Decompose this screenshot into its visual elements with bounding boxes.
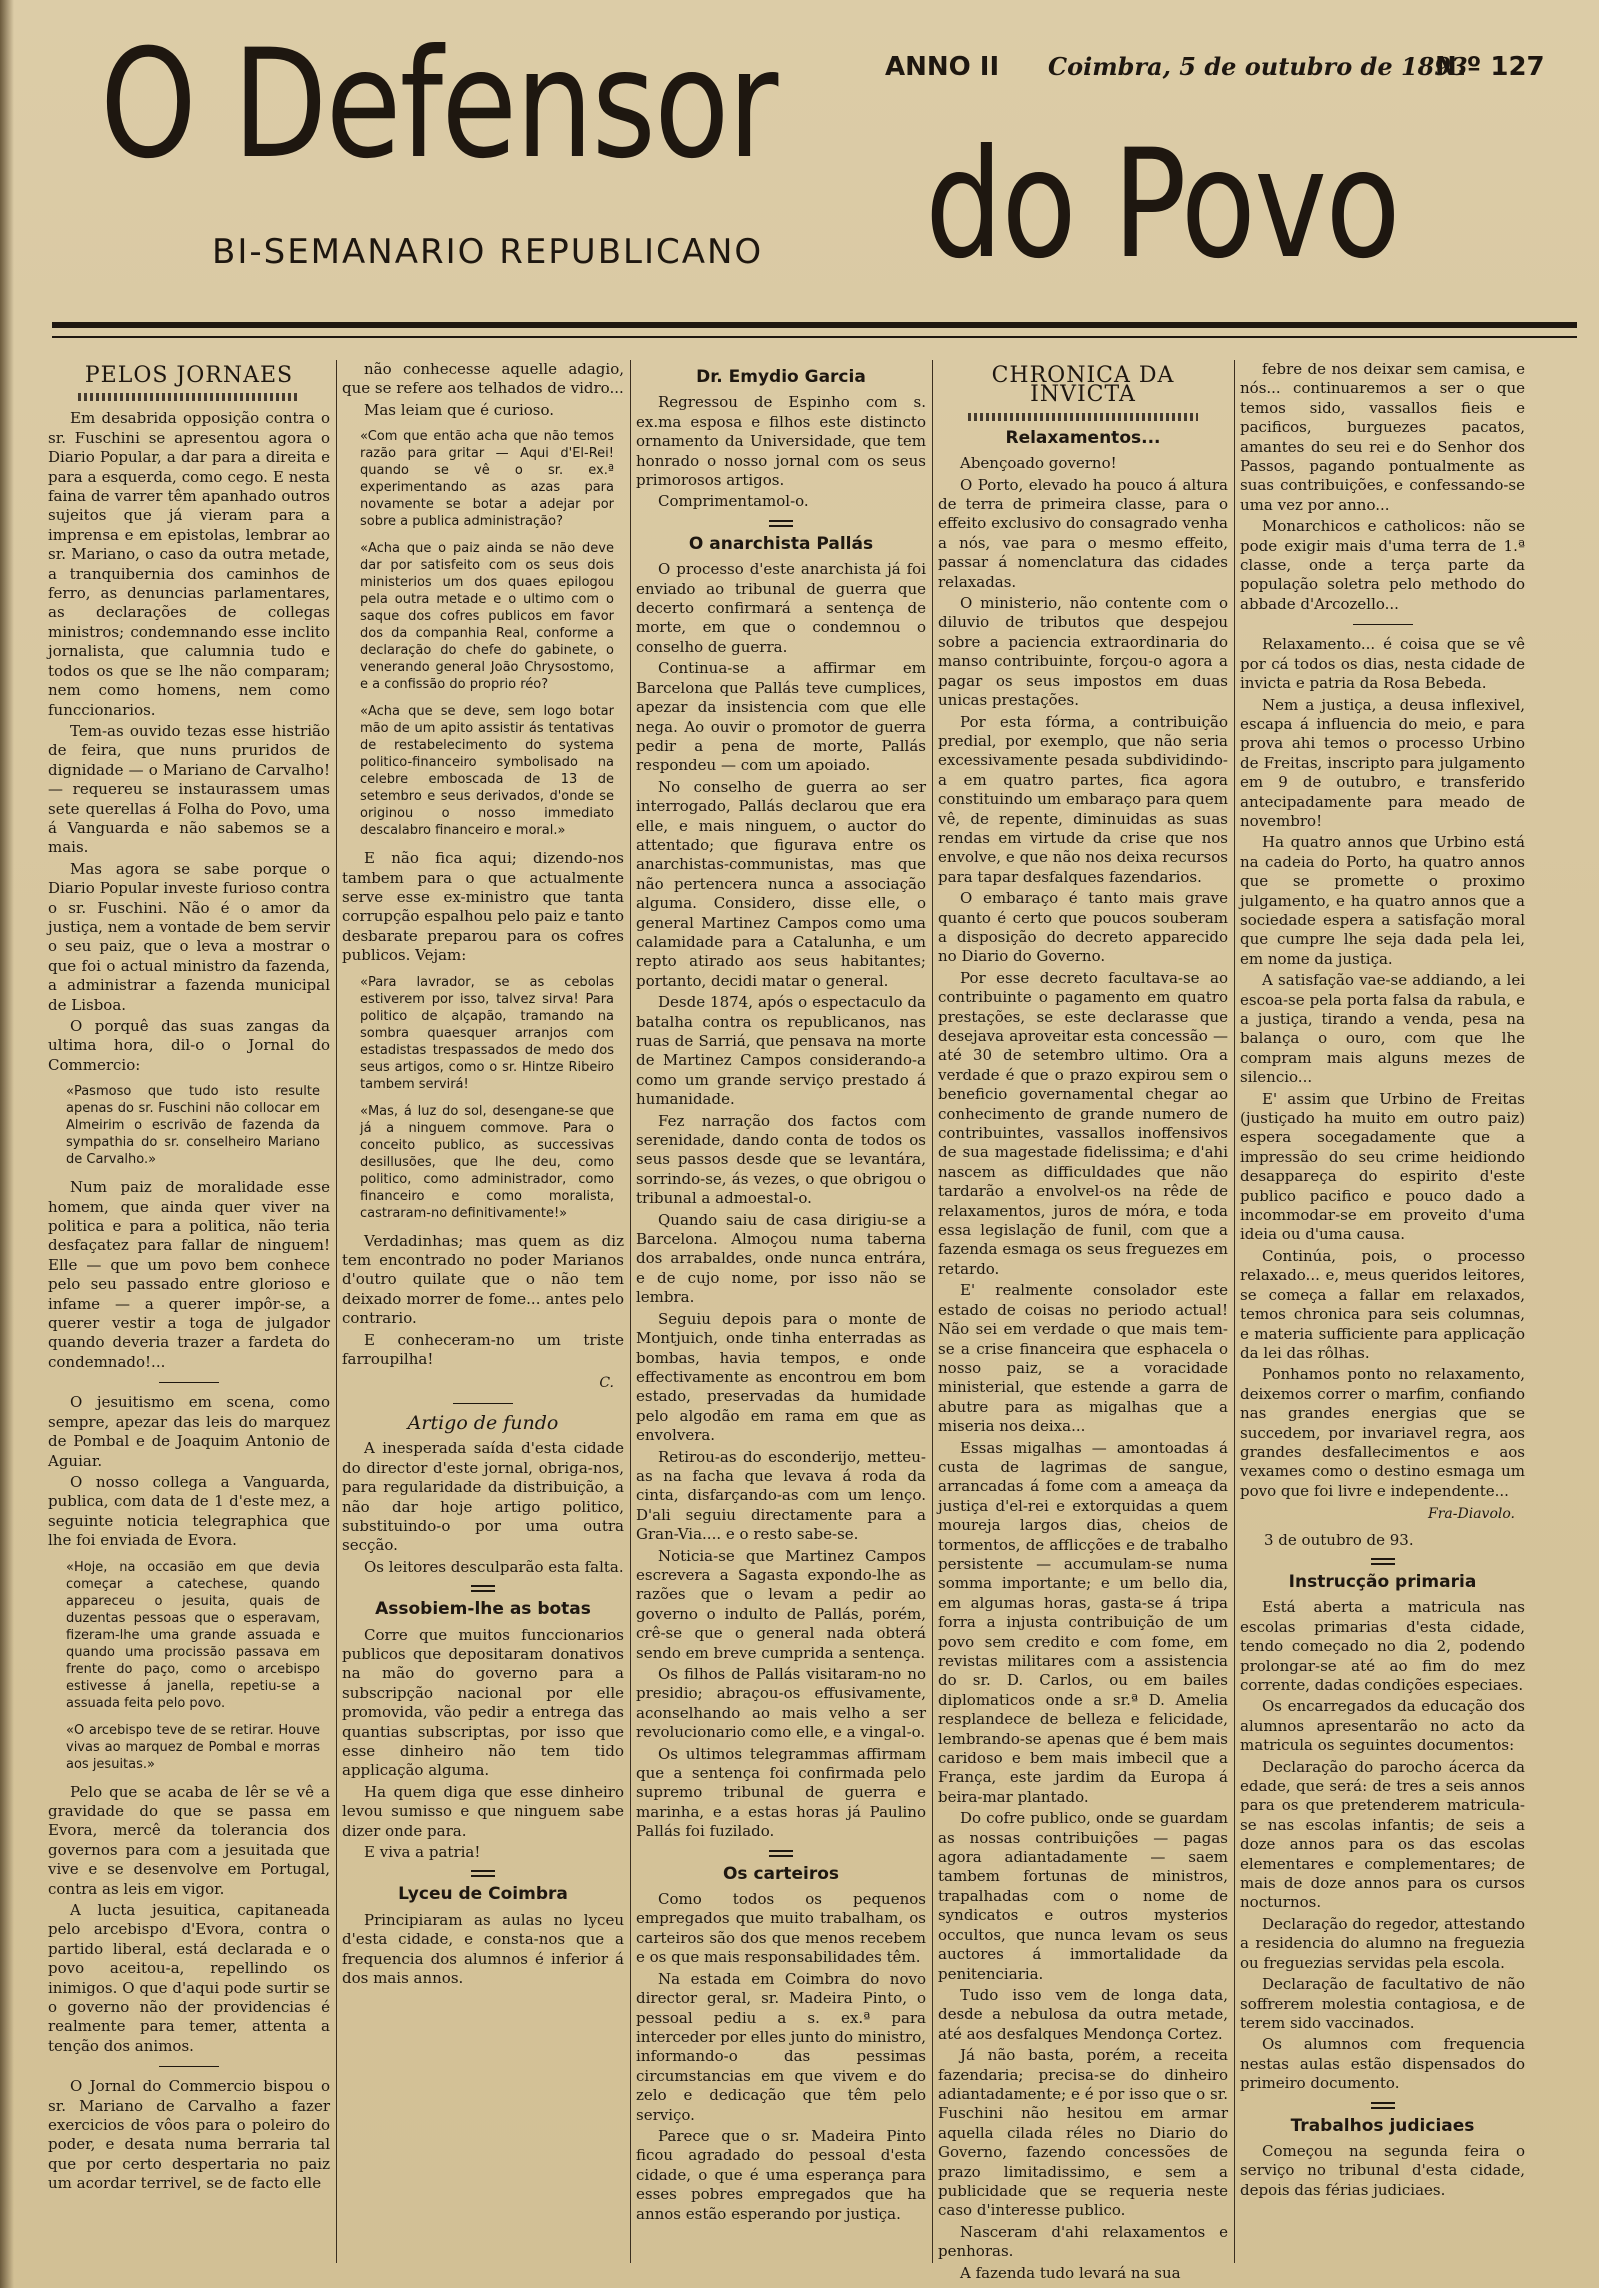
paragraph: O Porto, elevado ha pouco á altura de terra de primeira classe, para o effeito exclusivo do consagrado venha a nós, vae para o mesmo effeito, passar á nomenclatura das cidades relaxadas.: [938, 475, 1228, 591]
section-heading-emydio-garcia: Dr. Emydio Garcia: [696, 367, 866, 387]
double-rule: [1371, 2102, 1395, 2109]
paragraph: Declaração do regedor, attestando a residencia do alumno na freguezia ou freguezias servidas pela escola.: [1240, 1914, 1525, 1972]
paragraph: Declaração de facultativo de não soffrerem molestia contagiosa, e de terem sido vaccinados.: [1240, 1975, 1525, 2032]
quotation: «Acha que o paiz ainda se não deve dar por satisfeito com os seus dois ministerios um dos quaes epilogou pela outra metade e o ultimo com o saque dos cofres publicos em favor dos da companhia Real, conforme a declaração do chefe do gabinete, o venerando general João Chrysostomo, e a confissão do proprio réo?: [360, 541, 614, 693]
paragraph: Regressou de Espinho com s. ex.ma esposa e filhos este distincto ornamento da Universidade, que tem honrado o nosso jornal com os seus primorosos artigos.: [636, 393, 926, 490]
paragraph: Em desabrida opposição contra o sr. Fuschini se apresentou agora o Diario Popular, a dar para a direita e para a esquerda, como cego. E nesta faina de varrer têm apanhado outros sujeitos que já vieram para a imprensa e em epistolas, lembrar ao sr. Mariano, o caso da outra metade, a tranquibernia dos caminhos de ferro, as denuncias parlamentares, as declarações de collegas ministros; condemnando esse inclito jornalista, que calumnia tudo e todos os que se lhe não comparam; nem como homens, nem como funccionarios.: [48, 409, 330, 719]
signature: Fra-Diavolo.: [1428, 1506, 1515, 1523]
paragraph: No conselho de guerra ao ser interrogado, Pallás declarou que era elle, e mais ninguem, o auctor do attentado; que figurava entre os anarchistas-communistas, mas que não pertencera nunca a associação alguma. Considero, disse elle, o general Martinez Campos como uma calamidade para a Catalunha, e um repto atirado aos seus habitantes; portanto, decidi matar o general.: [636, 777, 926, 990]
paragraph: Os leitores desculparão esta falta.: [364, 1557, 624, 1576]
double-rule: [769, 520, 793, 527]
section-heading-carteiros: Os carteiros: [722, 1863, 840, 1884]
quotation: «Hoje, na occasião em que devia começar a catechese, quando appareceu o jesuita, quais de duzentas pessoas que o esperavam, fizeram-lhe uma grande assuada e quando uma procissão passava em frente do paço, como o arcebispo estivesse á janella, repetiu-se a assuada feita pelo povo.: [66, 1559, 320, 1711]
paragraph: Como todos os pequenos empregados que muito trabalham, os carteiros são dos que menos recebem e os que mais responsabilidades têm.: [636, 1890, 926, 1967]
paragraph: Nem a justiça, a deusa inflexivel, escapa á influencia do meio, e para prova ahi temos o processo Urbino de Freitas, inscripto para julgamento em 9 de outubro, e transferido antecipadamente para meado de novembro!: [1240, 695, 1525, 830]
paragraph: E' realmente consolador este estado de coisas no periodo actual! Não sei em verdade o que mais tem-se a crise financeira que esphacela o nosso paiz, se a voracidade ministerial, que estende a garra de abutre para as migalhas que a miseria nos deixa...: [938, 1281, 1228, 1436]
column-divider: [932, 360, 933, 2263]
paragraph: Desde 1874, após o espectaculo da batalha contra os republicanos, nas ruas de Sarriá, que pensava na morte de Martinez Campos considerando-a como um grande serviço prestado á humanidade.: [636, 993, 926, 1109]
paragraph: Por esta fórma, a contribuição predial, por exemplo, que não seria excessivamente pesada subdividindo-a em quatro partes, fica agora constituindo um embaraço para quem vê, de repente, diminuidas as suas rendas em virtude da crise que nos envolve, e que não nos deixa recursos para tapar desfalques fazendarios.: [938, 712, 1228, 886]
quotation: «Para lavrador, se as cebolas estiverem por isso, talvez sirva! Para politico de alçapão, tramando na sombra quaesquer arranjos com estadistas trespassados de medo dos seus artigos, como o sr. Hintze Ribeiro tambem servirá!: [360, 974, 614, 1092]
masthead-rule-thin: [52, 336, 1577, 338]
paragraph: Declaração do parocho ácerca da edade, que será: de tres a seis annos para os que pretenderem matricula-se nas escolas infantis; de seis a doze annos para os das escolas elementares e complementares; de mais de doze annos para os cursos nocturnos.: [1240, 1757, 1525, 1912]
page-edge-shadow: [0, 0, 14, 2288]
masthead-subtitle: BI-SEMANARIO REPUBLICANO: [212, 232, 764, 272]
paragraph: O porquê das suas zangas da ultima hora, dil-o o Jornal do Commercio:: [48, 1017, 330, 1074]
section-heading-anarchista: O anarchista Pallás: [688, 533, 874, 554]
quotation: «Com que então acha que não temos razão para gritar — Aqui d'El-Rei! quando se vê o sr. ex.ª experimentando as azas para novamente se botar a adejar por sobre a publica administração?: [360, 429, 614, 530]
section-heading-artigo-de-fundo: Artigo de fundo: [407, 1411, 559, 1434]
paragraph: Nasceram d'ahi relaxamentos e penhoras.: [938, 2222, 1228, 2261]
paragraph: Está aberta a matricula nas escolas primarias d'esta cidade, tendo começado no dia 2, podendo prolongar-se até ao fim do mez corrente, dadas condições especiaes.: [1240, 1598, 1525, 1694]
column-divider: [1234, 360, 1235, 2263]
paragraph: Pelo que se acaba de lêr se vê a gravidade do que se passa em Evora, mercê da tolerancia dos governos para com a jesuitada que vive e se desenvolve em Portugal, contra as leis em vigor.: [48, 1782, 330, 1898]
wavy-rule: [968, 413, 1198, 421]
paragraph: O embaraço é tanto mais grave quanto é certo que poucos souberam a disposição do decreto apparecido no Diario do Governo.: [938, 889, 1228, 966]
paragraph: E viva a patria!: [364, 1843, 481, 1862]
quotation: «Pasmoso que tudo isto resulte apenas do sr. Fuschini não collocar em Almeirim o escrivão de fazenda da sympathia do sr. conselheiro Mariano de Carvalho.»: [66, 1084, 320, 1168]
separator-rule: [453, 1403, 513, 1404]
column-4: [938, 360, 1228, 2282]
separator-rule: [159, 2066, 219, 2067]
masthead-year: ANNO II: [885, 52, 1000, 82]
paragraph: Os filhos de Pallás visitaram-no no presidio; abraçou-os effusivamente, aconselhando ao mais velho a ser revolucionario como elle, e a vingal-o.: [636, 1665, 926, 1742]
paragraph: Principiaram as aulas no lyceu d'esta cidade, e consta-nos que a frequencia dos alumnos é inferior á dos mais annos.: [342, 1910, 624, 1988]
double-rule: [1371, 1558, 1395, 1565]
paragraph: Relaxamento... é coisa que se vê por cá todos os dias, nesta cidade de invicta e patria da Rosa Bebeda.: [1240, 635, 1525, 693]
paragraph: O processo d'este anarchista já foi enviado ao tribunal de guerra que decerto confirmará a sentença de morte, em que o condemnou o conselho de guerra.: [636, 560, 926, 656]
paragraph: Os ultimos telegrammas affirmam que a sentença foi confirmada pelo supremo tribunal de guerra e marinha, e a estas horas já Paulino Pallás foi fuzilado.: [636, 1744, 926, 1841]
double-rule: [471, 1585, 495, 1592]
column-divider: [630, 360, 631, 2263]
paragraph: Abençoado governo!: [960, 454, 1117, 473]
paragraph: O nosso collega a Vanguarda, publica, com data de 1 d'este mez, a seguinte noticia telegraphica que lhe foi enviada de Evora.: [48, 1472, 330, 1550]
paragraph: Continúa, pois, o processo relaxado... e, meus queridos leitores, se começa a fallar em relaxados, temos chronica para seis columnas, e materia sufficiente para applicação da lei das rôlhas.: [1240, 1246, 1525, 1362]
section-heading-lyceu: Lyceu de Coimbra: [398, 1884, 568, 1905]
paragraph: Começou na segunda feira o serviço no tribunal d'esta cidade, depois das férias judiciaes.: [1240, 2141, 1525, 2199]
dateline: 3 de outubro de 93.: [1264, 1530, 1414, 1549]
paragraph: Noticia-se que Martinez Campos escrevera a Sagasta expondo-lhe as razões que o levam a pedir ao governo o indulto de Pallás, porém, crê-se que o general nada obterá sendo em breve cumprida a sentença.: [636, 1546, 926, 1662]
paragraph: Ponhamos ponto no relaxamento, deixemos correr o marfim, confiando nas grandes energias que se succedem, por invariavel regra, aos grandes desfallecimentos e aos vexames como o destino esmaga um povo que foi livre e independente...: [1240, 1365, 1525, 1500]
wavy-rule: [78, 393, 300, 401]
double-rule: [769, 1850, 793, 1857]
paragraph: Ha quem diga que esse dinheiro levou sumisso e que ninguem sabe dizer onde para.: [342, 1782, 624, 1840]
paragraph: Parece que o sr. Madeira Pinto ficou agradado do pessoal d'esta cidade, o que é uma esperança para esses pobres empregados que ha annos estão esperando por justiça.: [636, 2126, 926, 2223]
paragraph: E não fica aqui; dizendo-nos tambem para o que actualmente serve esse ex-ministro que tanta corrupção espalhou pelo paiz e tanto desbarate preparou para os cofres publicos. Vejam:: [342, 849, 624, 965]
paragraph: Do cofre publico, onde se guardam as nossas contribuições — pagas agora adiantadamente — saem tambem fortunas de ministros, trapalhadas com o nome de syndicatos e outros mysterios occultos, que nunca levam os seus auctores á immortalidade da penitenciaria.: [938, 1809, 1228, 1983]
paragraph: Tem-as ouvido tezas esse histrião de feira, que nuns pruridos de dignidade — o Mariano de Carvalho! — requereu se instaurassem umas sete querellas á Folha do Povo, uma á Vanguarda e não sabemos se a mais.: [48, 721, 330, 857]
paragraph: Já não basta, porém, a receita fazendaria; precisa-se do dinheiro adiantadamente; e é por isso que o sr. Fuschini não hesitou em armar aquella cilada réles no Diario do Governo, fazendo concessões de prazo limitadissimo, e sem a publicidade que se requeria neste caso d'interesse publico.: [938, 2046, 1228, 2220]
paragraph: A lucta jesuitica, capitaneada pelo arcebispo d'Evora, contra o partido liberal, está declarada e o povo aceitou-a, repellindo os inimigos. O que d'aqui pode surtir se o governo não der providencias é realmente para temer, attenta a tenção dos animos.: [48, 1900, 330, 2055]
paragraph: Num paiz de moralidade esse homem, que ainda quer viver na politica e para a politica, não teria desfaçatez para fallar de ninguem! Elle — que um povo bem conhece pelo seu passado entre glorioso e infame — a querer impôr-se, a querer vestir a toga de julgador quando deveria trazer a fardeta do condemnado!...: [48, 1178, 330, 1371]
paragraph: febre de nos deixar sem camisa, e nós... continuaremos a ser o que temos sido, vassallos fieis e pacificos, burguezes pacatos, amantes do seu rei e do Senhor dos Passos, pagando pontualmente as suas contribuições, e confessando-se uma vez por anno...: [1240, 360, 1525, 514]
paragraph: Mas agora se sabe porque o Diario Popular investe furioso contra o sr. Fuschini. Não é o amor da justiça, nem a vontade de bem servir o seu paiz, que o leva a mostrar o que foi o actual ministro da fazenda, a administrar a fazenda municipal de Lisboa.: [48, 859, 330, 1014]
paragraph: Fez narração dos factos com serenidade, dando conta de todos os seus passos desde que se levantára, sorrindo-se, ás vezes, o que obrigou o tribunal a admoestal-o.: [636, 1111, 926, 1208]
paragraph: Na estada em Coimbra do novo director geral, sr. Madeira Pinto, o pessoal pediu a s. ex.ª para interceder por elles junto do ministro, informando-o das pessimas circumstancias em que vivem e do zelo e dedicação que têm pelo serviço.: [636, 1969, 926, 2124]
paragraph: A satisfação vae-se addiando, a lei escoa-se pela porta falsa da rabula, e a justiça, tirando a venda, pesa na balança o ouro, com que lhe compram mais alguns mezes de silencio...: [1240, 971, 1525, 1087]
paragraph: Ha quatro annos que Urbino está na cadeia do Porto, ha quatro annos que se promette o proximo julgamento, e ha quatro annos que a sociedade espera a satisfação moral que cumpre lhe seja dada pela lei, em nome da justiça.: [1240, 833, 1525, 968]
paragraph: A fazenda tudo levará na sua: [960, 2263, 1181, 2282]
paragraph: não conhecesse aquelle adagio, que se refere aos telhados de vidro...: [342, 360, 624, 398]
paragraph: Comprimentamol-o.: [658, 492, 809, 511]
paragraph: Corre que muitos funccionarios publicos que depositaram donativos na mão do governo para a subscripção nacional por elle promovida, vão pedir a entrega das quantias subscriptas, por isso que esse dinheiro não tem tido applicação alguma.: [342, 1625, 624, 1780]
separator-rule: [1353, 624, 1413, 625]
paragraph: Por esse decreto facultava-se ao contribuinte o pagamento em quatro prestações, se este declarasse que desejava aproveitar esta concessão — até 30 de setembro ultimo. Ora a verdade é que o prazo expirou sem o beneficio governamental chegar ao conhecimento de grande numero de contribuintes, vassallos inoffensivos de sua magestade fidelissima; e d'ahi nascem as difficuldades que não tardarão a envolvel-os na rêde de relaxamentos, juros de móra, e toda essa legislação de funil, com que a fazenda esmaga os seus freguezes em retardo.: [938, 968, 1228, 1278]
section-heading-relaxamentos: Relaxamentos...: [1005, 427, 1161, 448]
column-3: [636, 360, 926, 2263]
column-divider: [336, 360, 337, 2263]
paragraph: Continua-se a affirmar em Barcelona que Pallás teve cumplices, apezar da insistencia com que elle nega. Ao ouvir o promotor de guerra pedir a pena de morte, Pallás respondeu — com um apoiado.: [636, 659, 926, 775]
paragraph: Quando saiu de casa dirigiu-se a Barcelona. Almoçou numa taberna dos arrabaldes, onde nunca entrára, e de cujo nome, por isso não se lembra.: [636, 1210, 926, 1307]
paragraph: Os encarregados da educação dos alumnos apresentarão no acto da matricula os seguintes documentos:: [1240, 1697, 1525, 1755]
column-2: [342, 360, 624, 2263]
masthead-date: Coimbra, 5 de outubro de 1893: [1048, 52, 1468, 81]
masthead-rule-thick: [52, 322, 1577, 328]
quotation: «Mas, á luz do sol, desengane-se que já a ninguem commove. Para o conceito publico, as successivas desillusões, que lhe deu, como politico, como administrador, como financeiro e como moralista, castraram-no definitivamente!»: [360, 1103, 614, 1221]
section-heading-chronica: CHRONICA DA INVICTA: [991, 363, 1175, 408]
paragraph: E conheceram-no um triste farroupilha!: [342, 1330, 624, 1369]
masthead-title-part-1: O Defensor: [100, 18, 777, 192]
paragraph: Retirou-as do esconderijo, metteu-as na facha que levava á roda da cinta, disfarçando-as com um lenço. D'ali seguiu directamente para a Gran-Via.... e o resto sabe-se.: [636, 1447, 926, 1544]
paragraph: O jesuitismo em scena, como sempre, apezar das leis do marquez de Pombal e de Joaquim Antonio de Aguiar.: [48, 1393, 330, 1470]
separator-rule: [159, 1382, 219, 1383]
paragraph: Verdadinhas; mas quem as diz tem encontrado no poder Marianos d'outro quilate que o não tem deixado morrer de fome... antes pelo contrario.: [342, 1231, 624, 1328]
paragraph: Tudo isso vem de longa data, desde a nebulosa da outra metade, até aos desfalques Mendonça Cortez.: [938, 1985, 1228, 2043]
paragraph: O Jornal do Commercio bispou o sr. Mariano de Carvalho a fazer exercicios de vôos para o poleiro do poder, e desata numa berraria tal que por certo despertaria no paiz um acordar terrivel, se de facto elle: [48, 2077, 330, 2193]
paragraph: Os alumnos com frequencia nestas aulas estão dispensados do primeiro documento.: [1240, 2035, 1525, 2093]
section-heading-trabalhos: Trabalhos judiciaes: [1290, 2115, 1475, 2136]
paragraph: Essas migalhas — amontoadas á custa de lagrimas de sangue, arrancadas á fome com a ameaça da justiça d'el-rei e extorquidas a quem moureja largos dias, cheios de tormentos, de afflicções e de trabalho persistente — accumulam-se numa somma importante; e um bello dia, em algumas horas, gasta-se á tripa forra a injusta contribuição de um povo sem credito e com fome, em revistas militares com a assistencia do sr. D. Carlos, ou em bailes diplomaticos onde a sr.ª D. Amelia resplandece de belleza e felicidade, lembrando-se apenas que é bem mais caridoso e bem mais imbecil que a França, este jardim da Europa á beira-mar plantado.: [938, 1438, 1228, 1806]
paragraph: O ministerio, não contente com o diluvio de tributos que despejou sobre a paciencia extraordinaria do manso contribuinte, forçou-o agora a pagar os seus impostos em duas unicas prestações.: [938, 594, 1228, 710]
double-rule: [471, 1870, 495, 1877]
section-heading-instruccao: Instrucção primaria: [1288, 1571, 1477, 1592]
column-5: [1240, 360, 1525, 2263]
quotation: «O arcebispo teve de se retirar. Houve vivas ao marquez de Pombal e morras aos jesuitas.»: [66, 1722, 320, 1772]
paragraph: A inesperada saída d'esta cidade do director d'este jornal, obriga-nos, para regularidade da distribuição, a não dar hoje artigo politico, substituindo-o por uma outra secção.: [342, 1439, 624, 1555]
masthead-title-part-2: do Povo: [925, 118, 1400, 292]
section-heading-assobiem: Assobiem-lhe as botas: [375, 1599, 591, 1620]
paragraph: Monarchicos e catholicos: não se pode exigir mais d'uma terra de 1.ª classe, onde a terça parte da população soletra pelo methodo do abbade d'Arcozello...: [1240, 517, 1525, 613]
masthead-issue-number: N.º 127: [1435, 52, 1545, 82]
paragraph: E' assim que Urbino de Freitas (justiçado ha muito em outro paiz) espera socegadamente que a impressão do seu crime heidiondo desappareça do espirito d'este publico pacifico e pouco dado a incommodar-se em proveito d'uma ideia ou d'uma causa.: [1240, 1089, 1525, 1244]
signature: C.: [599, 1374, 614, 1391]
quotation: «Acha que se deve, sem logo botar mão de um apito assistir ás tentativas de restabelecimento do systema politico-financeiro symbolisado na celebre emboscada de 13 de setembro e seus derivados, d'onde se originou o nosso immediato descalabro financeiro e moral.»: [360, 704, 614, 839]
paragraph: Mas leiam que é curioso.: [364, 400, 555, 419]
section-heading-pelos-jornaes: PELOS JORNAES: [84, 363, 294, 388]
paragraph: Seguiu depois para o monte de Montjuich, onde tinha enterradas as bombas, havia tempos, e onde effectivamente as encontrou em bom estado, preservadas da humidade pelo algodão em rama em que as envolvera.: [636, 1309, 926, 1445]
column-1: [48, 360, 330, 2263]
